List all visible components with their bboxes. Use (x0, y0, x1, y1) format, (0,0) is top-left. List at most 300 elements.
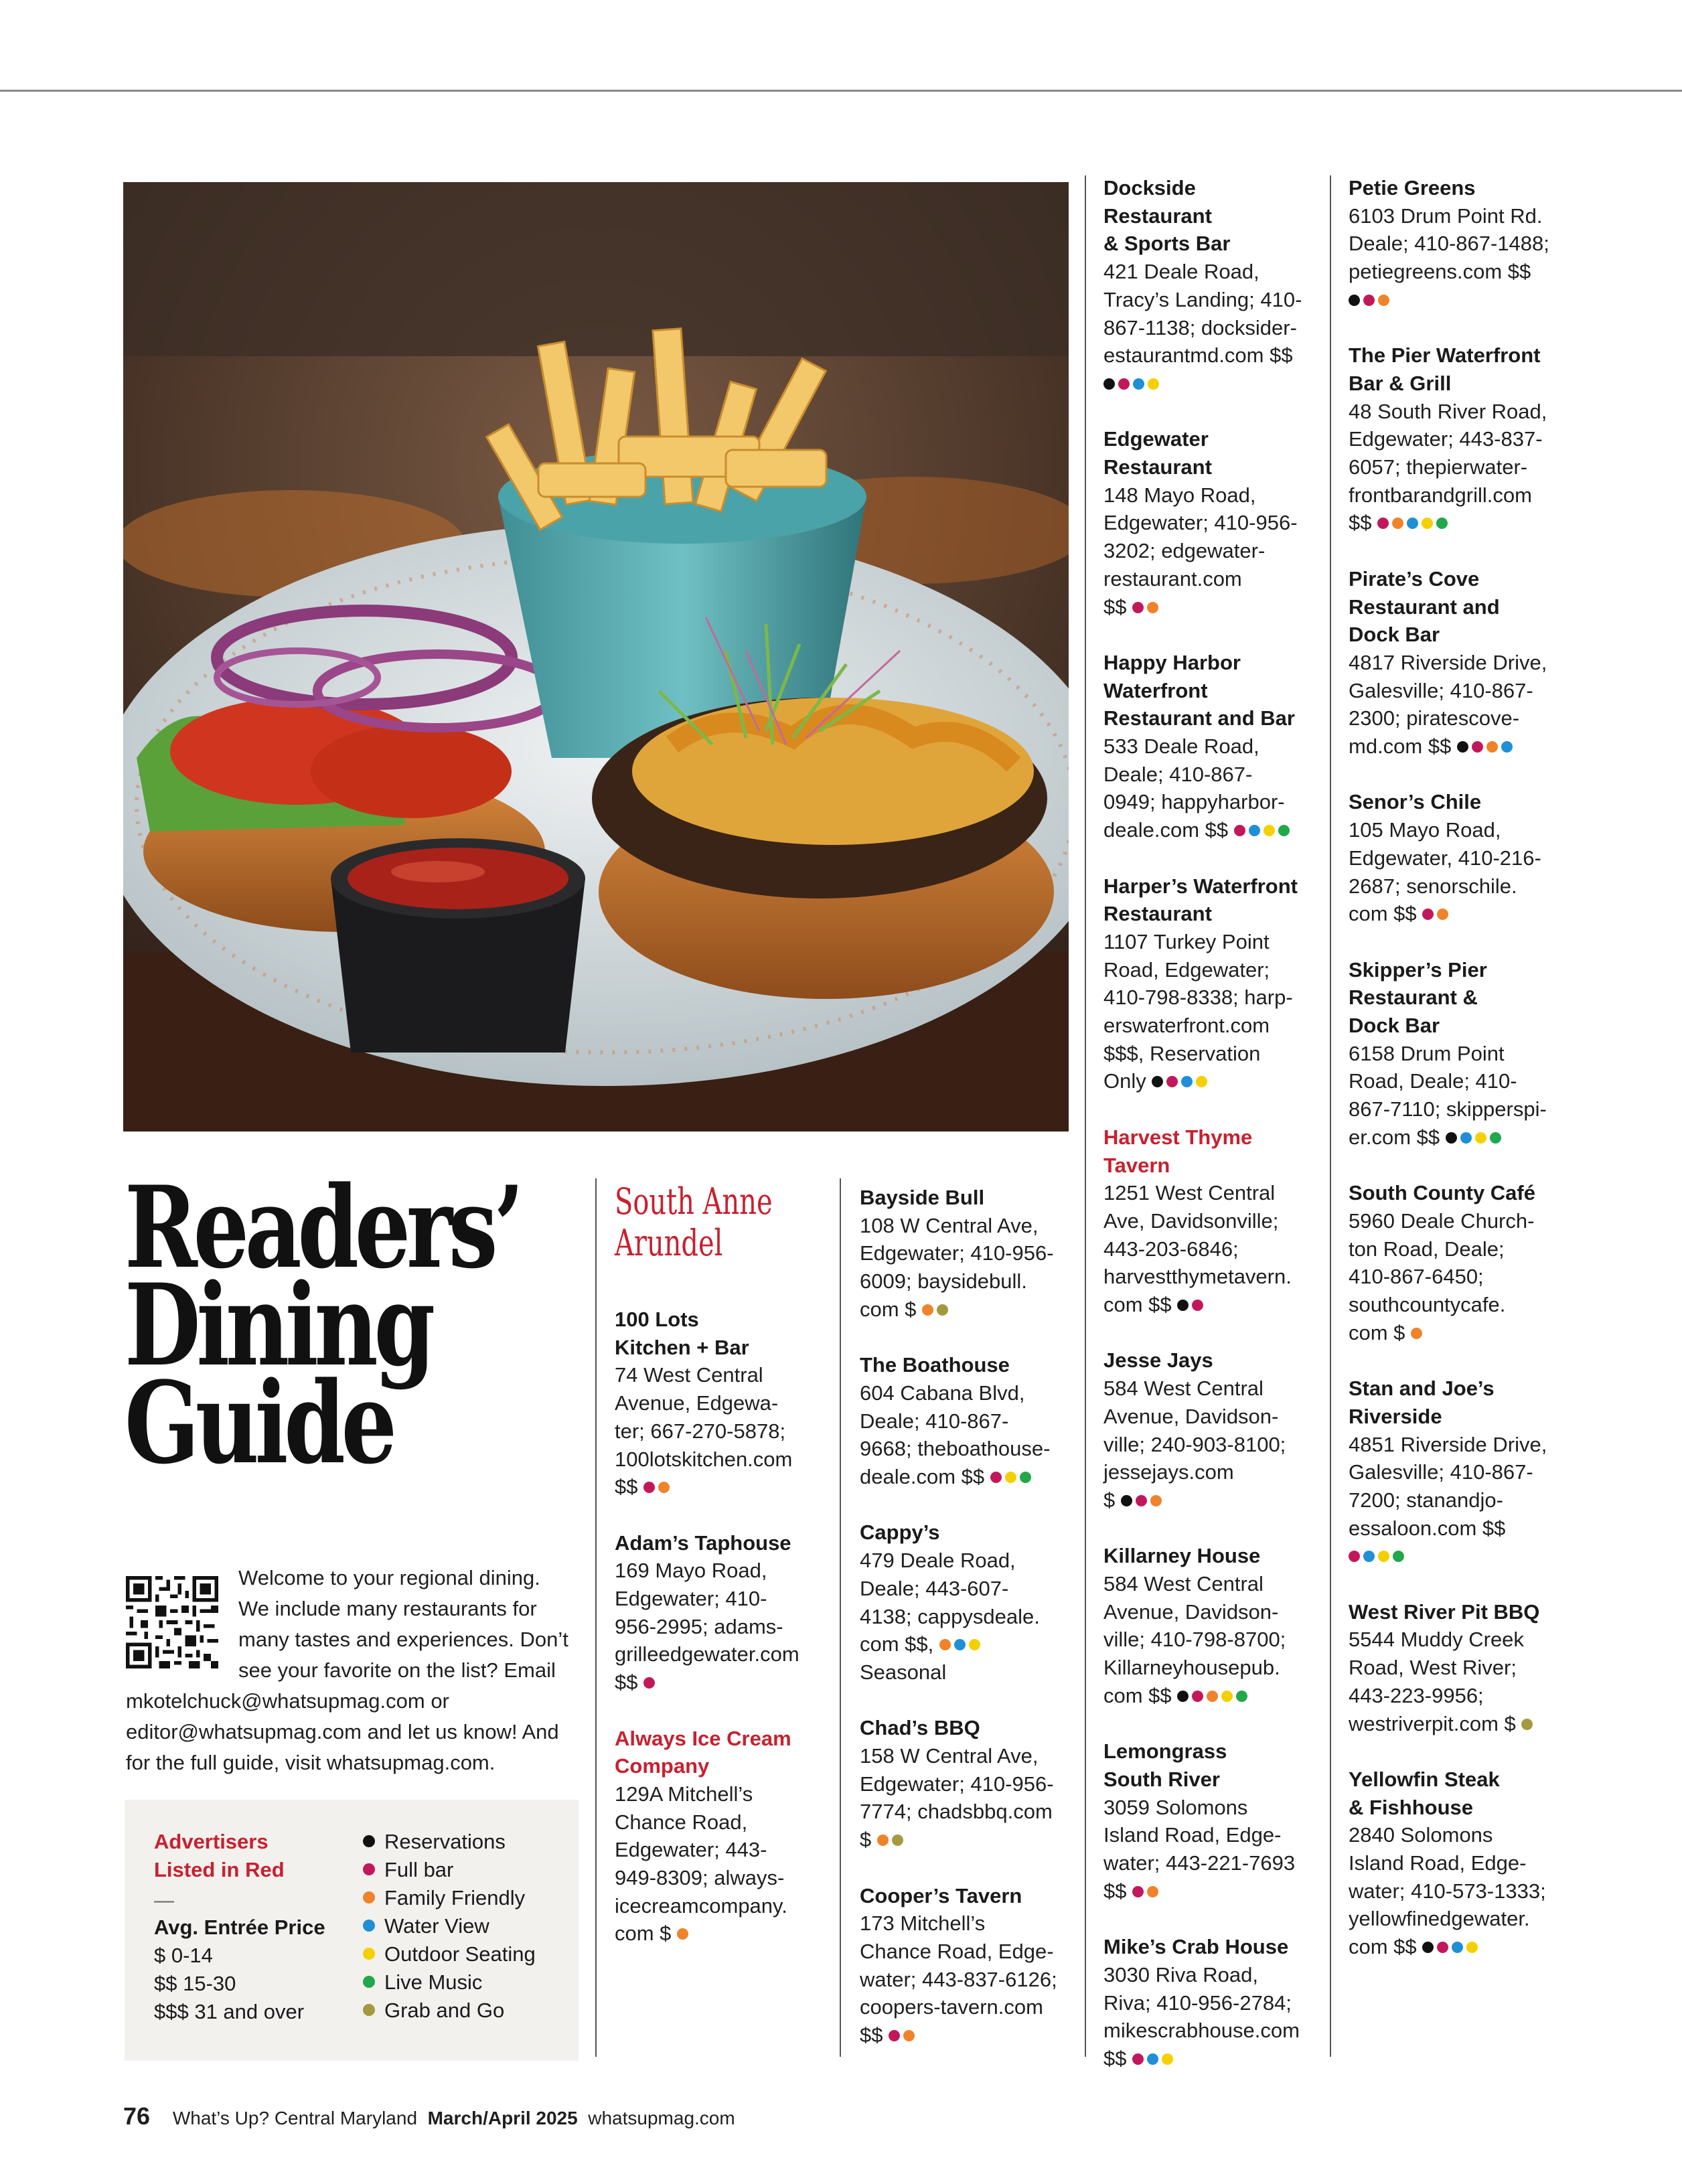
listing-text: $$ (1349, 511, 1372, 535)
listing-line (1349, 1849, 1576, 1877)
amenity-dot-icon (363, 1863, 375, 1875)
restaurant-name: & Fishhouse (1349, 1795, 1474, 1819)
listing-text: Tracy’s Landing; 410- (1103, 287, 1302, 311)
listing-line (1349, 286, 1576, 314)
listing-text: 533 Deale Road, (1103, 734, 1259, 759)
listing-line (1349, 844, 1576, 872)
listing-line (1103, 1849, 1331, 1877)
listing-text: Killarneyhousepub. (1103, 1656, 1280, 1680)
burger-photo (123, 182, 1069, 1132)
listing-line (1103, 341, 1331, 370)
amenity-key-item (363, 1856, 536, 1884)
listing-text: Galesville; 410-867- (1349, 678, 1533, 702)
listing-text: $$$, Reservation (1103, 1041, 1261, 1065)
listing-text: Avenue, Davidson- (1103, 1404, 1279, 1428)
intro-text: Welcome to your regional dining. We include many restaurants for many tastes and experiences. Don’t see your favorite on the list? Email mkotelchuck@whatsupmag.com or editor@whatsupmag.com and let us know! And for the full guide, visit whatsupmag.com. (126, 1566, 568, 1774)
amenity-dot-icon (903, 2030, 915, 2041)
price-key-item: $ 0-14 (154, 1944, 213, 1967)
amenity-dot-icon (363, 1920, 375, 1932)
listing-text: deale.com $$ (1103, 818, 1229, 842)
listing-line (1103, 481, 1331, 510)
listing-text: $$ (1103, 2046, 1127, 2070)
listing-text: com $ (615, 1922, 672, 1946)
listing-line (1103, 1458, 1331, 1486)
advertisers-note (154, 1828, 328, 1884)
amenity-dots (877, 1828, 907, 1851)
listing-text: 1251 West Central (1103, 1181, 1276, 1205)
listing-text: 6158 Drum Point (1349, 1041, 1505, 1065)
page-title (125, 1161, 520, 1489)
listing-text: 108 W Central Ave, (860, 1213, 1039, 1237)
magazine-name: What’s Up? Central Maryland (172, 2108, 418, 2128)
amenity-dot-icon (1177, 1300, 1189, 1311)
listing-text: 5544 Muddy Creek (1349, 1628, 1524, 1652)
amenity-dot-icon (658, 1482, 670, 1493)
section-heading-line: South Anne (615, 1180, 773, 1223)
listing-line (1103, 1486, 1331, 1514)
listing-line (1349, 509, 1576, 537)
listing-text: 5960 Deale Church- (1349, 1208, 1535, 1233)
listing-line (1103, 1794, 1331, 1822)
amenity-dot-icon (363, 1948, 375, 1960)
listing-line (1349, 425, 1576, 453)
amenity-dot-icon (1121, 1495, 1132, 1506)
website-link[interactable]: whatsupmag.com (588, 2108, 735, 2128)
listing-line (1103, 1431, 1331, 1459)
amenity-label: Reservations (384, 1830, 506, 1853)
amenity-dot-icon (1378, 1551, 1389, 1562)
listing-line (1103, 984, 1331, 1012)
amenity-label: Full bar (384, 1858, 454, 1881)
listing-line (615, 1780, 842, 1808)
amenity-dots (1521, 1712, 1536, 1735)
amenity-dot-icon (1132, 602, 1144, 613)
listing-line (1103, 928, 1331, 956)
listing-text: com $$ (1349, 1935, 1417, 1959)
listing-line (1103, 1989, 1331, 2017)
amenity-dot-icon (1147, 2053, 1158, 2065)
listing-text: Chance Road, (615, 1810, 748, 1834)
price-key (154, 1914, 325, 2026)
listing-line (1103, 370, 1331, 398)
listing-line (1349, 1933, 1576, 1961)
listing-text: 7774; chadsbbq.com (860, 1800, 1053, 1824)
restaurant-name: South River (1103, 1767, 1220, 1791)
amenity-dot-icon (1446, 1132, 1457, 1144)
listing-text: water; 443-221-7693 (1103, 1851, 1296, 1875)
amenity-dot-icon (1422, 909, 1434, 920)
listing-line (860, 1547, 1087, 1575)
amenity-key-item (363, 1912, 536, 1940)
restaurant-name: Harper’s Waterfront (1103, 874, 1298, 898)
amenity-dot-icon (1234, 825, 1245, 836)
restaurant-name: Always Ice Cream (615, 1726, 791, 1750)
amenity-dot-icon (1150, 1495, 1162, 1506)
listing-line (1349, 900, 1576, 928)
amenity-dot-icon (1207, 1691, 1218, 1702)
restaurant-name: 100 Lots (615, 1308, 699, 1331)
listing-text: jessejays.com (1103, 1460, 1234, 1484)
listing-text: 604 Cabana Blvd, (860, 1381, 1025, 1405)
listing-line (1349, 1626, 1576, 1654)
listing-column (1349, 174, 1576, 1989)
listing-text: 48 South River Road, (1349, 399, 1547, 423)
amenity-dots (990, 1465, 1035, 1488)
listing-line (1349, 1458, 1576, 1486)
restaurant-name: Lemongrass (1103, 1739, 1227, 1764)
listing-text: frontbarandgrill.com (1349, 483, 1532, 507)
title-line: Readers’ (125, 1161, 520, 1294)
amenity-dots (1132, 2047, 1176, 2070)
amenity-dot-icon (1132, 2053, 1144, 2065)
amenity-key-item (363, 1940, 536, 1968)
amenity-dot-icon (1411, 1328, 1422, 1339)
listing-line (1103, 509, 1331, 537)
amenity-label: Outdoor Seating (384, 1942, 536, 1966)
amenity-label: Live Music (384, 1970, 483, 1994)
listing-text: 1107 Turkey Point (1103, 929, 1270, 953)
restaurant-listing (1103, 1123, 1331, 1319)
listing-text: 100lotskitchen.com (615, 1447, 793, 1471)
listing-line (615, 1864, 842, 1892)
amenity-dots (1349, 1544, 1407, 1567)
title-line: Dining (125, 1259, 431, 1391)
listing-line (1103, 2017, 1331, 2045)
listing-line (1103, 1654, 1331, 1682)
amenity-dot-icon (1377, 518, 1389, 529)
restaurant-name: Cooper’s Tavern (860, 1883, 1022, 1907)
amenity-dots (1446, 1125, 1505, 1149)
listing-line (860, 1826, 1087, 1854)
listing-text: icecreamcompany. (615, 1893, 787, 1918)
listing-text: 410-798-8338; harp- (1103, 986, 1293, 1010)
amenity-dot-icon (1162, 2053, 1173, 2065)
amenity-dot-icon (892, 1835, 903, 1846)
amenity-dots (1422, 902, 1452, 925)
listing-text: com $$ (1349, 902, 1417, 926)
listing-line (1349, 872, 1576, 901)
listing-line (615, 1557, 842, 1585)
listing-line (1349, 1710, 1576, 1738)
amenity-dot-icon (1147, 602, 1158, 613)
listing-line (1103, 1961, 1331, 1989)
restaurant-name: Waterfront (1103, 678, 1208, 702)
amenity-key-item (363, 1828, 536, 1856)
listing-line (1103, 314, 1331, 342)
listing-text: 479 Deale Road, (860, 1549, 1016, 1573)
listing-text: 867-1138; docksider- (1103, 315, 1297, 339)
restaurant-name: Pirate’s Cove (1349, 566, 1480, 591)
restaurant-listing (1103, 425, 1331, 621)
listing-text: 169 Mayo Road, (615, 1559, 767, 1583)
listing-text: com $$, (860, 1632, 934, 1656)
amenity-dot-icon (643, 1482, 655, 1493)
amenity-dot-icon (1136, 1495, 1147, 1506)
restaurant-listing (1103, 1737, 1331, 1905)
price-key-item: $$$ 31 and over (154, 2000, 305, 2023)
top-rule (0, 90, 1682, 92)
restaurant-name: Bayside Bull (860, 1186, 985, 1209)
amenity-dot-icon (1457, 741, 1468, 753)
section-heading-line: Arundel (615, 1222, 723, 1264)
amenity-dot-icon (1192, 1691, 1203, 1702)
amenity-key-item (363, 1884, 536, 1912)
listing-line (1103, 1570, 1331, 1598)
listing-text: Chance Road, Edge- (860, 1939, 1054, 1963)
amenity-dot-icon (1236, 1691, 1247, 1702)
listing-line (1103, 1598, 1331, 1626)
amenity-dot-icon (1521, 1719, 1533, 1730)
restaurant-name: Killarney House (1103, 1544, 1261, 1568)
listing-text: water; 443-837-6126; (860, 1967, 1057, 1991)
listing-line (1349, 481, 1576, 510)
restaurant-name: Skipper’s Pier (1349, 957, 1487, 982)
listing-line (1349, 1654, 1576, 1682)
listing-line (1349, 202, 1576, 230)
amenity-dot-icon (1460, 1132, 1472, 1144)
amenity-dot-icon (1152, 1076, 1163, 1087)
restaurant-name: Mike’s Crab House (1103, 1935, 1289, 1959)
listing-text: 2300; piratescove- (1349, 706, 1520, 730)
listing-text: Road, Edgewater; (1103, 957, 1270, 982)
listing-line (860, 1463, 1087, 1491)
listing-line (860, 1966, 1087, 1994)
restaurant-name: Restaurant and (1349, 595, 1500, 619)
listing-line (1103, 286, 1331, 314)
listing-text: erswaterfront.com (1103, 1014, 1270, 1038)
listing-line (1349, 398, 1576, 426)
listing-text: Island Road, Edge- (1103, 1823, 1282, 1847)
amenity-dot-icon (969, 1639, 980, 1650)
restaurant-name: Senor’s Chile (1349, 790, 1482, 814)
listing-line (1103, 1375, 1331, 1403)
listing-text: harvestthymetavern. (1103, 1265, 1292, 1289)
listing-line (615, 1417, 842, 1446)
amenity-dots (889, 2023, 918, 2047)
listing-text: $$ (615, 1475, 638, 1499)
restaurant-name: Riverside (1349, 1404, 1442, 1428)
listing-line (615, 1640, 842, 1668)
restaurant-listing (1349, 788, 1576, 928)
listing-text: 3202; edgewater- (1103, 539, 1266, 563)
amenity-dot-icon (1264, 825, 1275, 836)
restaurant-listing (860, 1882, 1087, 2049)
listing-text: Island Road, Edge- (1349, 1851, 1527, 1875)
listing-line (1103, 1179, 1331, 1207)
amenity-label: Water View (384, 1914, 489, 1938)
amenity-dots (939, 1632, 984, 1656)
listing-line (1103, 2045, 1331, 2073)
amenity-dot-icon (363, 2004, 375, 2016)
listing-text: com $$ (1103, 1293, 1172, 1317)
listing-line (860, 1798, 1087, 1826)
listing-text: er.com $$ (1349, 1125, 1440, 1149)
listing-line (1349, 1207, 1576, 1235)
amenity-dot-icon (1166, 1076, 1178, 1087)
amenity-dot-icon (990, 1472, 1002, 1483)
listing-line (1103, 1682, 1331, 1710)
listing-line (1349, 1235, 1576, 1263)
listing-line (615, 1808, 842, 1837)
listing-text: Deale; 410-867- (860, 1409, 1009, 1433)
listing-text: 443-223-9956; (1349, 1683, 1484, 1707)
listing-line (860, 1742, 1087, 1770)
listing-text: 158 W Central Ave, (860, 1744, 1039, 1768)
listing-line (860, 1407, 1087, 1435)
restaurant-name: Company (615, 1754, 710, 1778)
amenity-dot-icon (677, 1928, 688, 1940)
listing-text: $$ (615, 1670, 638, 1695)
restaurant-listing (1103, 1542, 1331, 1709)
restaurant-listing (1349, 1766, 1576, 1961)
amenity-dot-icon (939, 1639, 951, 1650)
listing-text: 410-867-6450; (1349, 1265, 1484, 1289)
price-key-item: $$ 15-30 (154, 1972, 236, 1995)
listing-note: Seasonal (860, 1660, 947, 1684)
amenity-dot-icon (1472, 741, 1483, 753)
listing-text: 4138; cappysdeale. (860, 1604, 1040, 1628)
listing-text: estaurantmd.com $$ (1103, 343, 1293, 368)
listing-line (1349, 1542, 1576, 1570)
listing-column (615, 1306, 842, 1976)
listing-line (1349, 704, 1576, 732)
listing-text: ton Road, Deale; (1349, 1237, 1505, 1261)
restaurant-name: Dock Bar (1349, 1014, 1440, 1038)
listing-line (1349, 1095, 1576, 1123)
restaurant-listing (860, 1518, 1087, 1686)
amenity-dot-icon (937, 1304, 948, 1316)
listing-text: 2840 Solomons (1349, 1823, 1493, 1847)
restaurant-name: Restaurant (1103, 204, 1212, 228)
amenity-dots (1411, 1321, 1426, 1344)
listing-text: Ave, Davidsonville; (1103, 1208, 1279, 1233)
restaurant-listing (1349, 341, 1576, 537)
listing-text: 584 West Central (1103, 1377, 1264, 1401)
amenity-dot-icon (1363, 295, 1375, 306)
amenity-dots (1152, 1069, 1211, 1093)
amenity-dot-icon (1466, 1942, 1478, 1953)
listing-text: 949-8309; always- (615, 1866, 785, 1890)
restaurant-name: Cappy’s (860, 1520, 940, 1545)
amenity-dots (1121, 1488, 1165, 1512)
listing-line (1103, 1626, 1331, 1654)
amenity-dot-icon (1005, 1472, 1016, 1483)
listing-text: $$ (1103, 1879, 1127, 1903)
listing-text: md.com $$ (1349, 734, 1452, 759)
listing-line (615, 1361, 842, 1389)
listing-text: Deale; 410-867-1488; (1349, 232, 1549, 256)
listing-line (1349, 1877, 1576, 1905)
restaurant-name: Bar & Grill (1349, 371, 1452, 395)
amenity-label: Grab and Go (384, 1999, 505, 2022)
listing-line (615, 1389, 842, 1417)
amenity-dot-icon (1196, 1076, 1207, 1087)
amenity-dot-icon (1437, 909, 1448, 920)
restaurant-name: Dockside (1103, 176, 1196, 200)
restaurant-name: Edgewater (1103, 427, 1209, 451)
amenity-dot-icon (1393, 1551, 1404, 1562)
listing-line (860, 1770, 1087, 1798)
listing-line (1103, 593, 1331, 621)
listing-text: Road, Deale; 410- (1349, 1069, 1517, 1093)
restaurant-listing (1349, 565, 1576, 761)
amenity-dot-icon (1475, 1132, 1486, 1144)
restaurant-listing (1349, 1598, 1576, 1738)
listing-text: Edgewater; 443- (615, 1838, 767, 1862)
amenity-dot-icon (1192, 1300, 1203, 1311)
restaurant-listing (1103, 1346, 1331, 1514)
advertisers-line: Advertisers (154, 1830, 269, 1853)
amenity-dot-icon (1501, 741, 1513, 753)
listing-line (860, 1212, 1087, 1240)
restaurant-listing (1103, 174, 1331, 398)
listing-text: 9668; theboathouse- (860, 1437, 1051, 1461)
restaurant-name: Jesse Jays (1103, 1348, 1213, 1373)
listing-text: $ (1103, 1488, 1116, 1512)
listing-text: grilleedgewater.com (615, 1642, 799, 1666)
amenity-dot-icon (1132, 1886, 1144, 1897)
listing-text: Only (1103, 1069, 1146, 1093)
listing-text: 74 West Central (615, 1363, 763, 1387)
listing-text: water; 410-573-1333; (1349, 1879, 1546, 1903)
amenity-dots (643, 1475, 673, 1498)
page-number: 76 (123, 2102, 151, 2130)
listing-text: ville; 240-903-8100; (1103, 1432, 1286, 1456)
amenity-dots (1103, 372, 1162, 395)
amenity-dots (1457, 734, 1516, 758)
amenity-dot-icon (877, 1835, 889, 1846)
listing-text: com $ (1349, 1320, 1405, 1344)
restaurant-listing (1103, 649, 1331, 844)
listing-text: mikescrabhouse.com (1103, 2019, 1300, 2043)
amenity-dots (1349, 288, 1393, 311)
amenity-key-item (363, 1997, 536, 2025)
restaurant-name: Petie Greens (1349, 176, 1476, 200)
restaurant-name: Restaurant (1103, 902, 1212, 926)
listing-line (615, 1836, 842, 1864)
restaurant-listing (860, 1351, 1087, 1491)
listing-line (860, 1296, 1087, 1324)
listing-line (1349, 1123, 1576, 1152)
listing-text: restaurant.com (1103, 566, 1242, 591)
listing-text: $$ (1103, 595, 1127, 619)
listing-text: 4817 Riverside Drive, (1349, 650, 1547, 674)
listing-line (1349, 1905, 1576, 1933)
listing-text: Edgewater; 410-956- (1103, 511, 1298, 535)
listing-line (1103, 761, 1331, 789)
amenity-dot-icon (1278, 825, 1290, 836)
listing-text: Avenue, Edgewa- (615, 1391, 779, 1415)
listing-text: 7200; stanandjo- (1349, 1488, 1503, 1512)
restaurant-name: Kitchen + Bar (615, 1335, 749, 1359)
listing-line (1349, 649, 1576, 677)
listing-text: Deale; 443-607- (860, 1576, 1009, 1600)
restaurant-name: The Boathouse (860, 1353, 1010, 1377)
listing-line (1349, 1486, 1576, 1514)
listing-line (615, 1585, 842, 1613)
restaurant-name: Stan and Joe’s (1349, 1377, 1495, 1401)
listing-line (1103, 1067, 1331, 1095)
restaurant-listing (860, 1184, 1087, 1324)
listing-text: ville; 410-798-8700; (1103, 1628, 1286, 1652)
listing-line (1103, 1821, 1331, 1849)
listing-text: Road, West River; (1349, 1656, 1517, 1680)
listing-line (1349, 1821, 1576, 1849)
listing-line (1103, 1403, 1331, 1431)
amenity-key (363, 1828, 536, 2025)
amenity-dot-icon (1363, 1551, 1375, 1562)
restaurant-listing (860, 1714, 1087, 1854)
